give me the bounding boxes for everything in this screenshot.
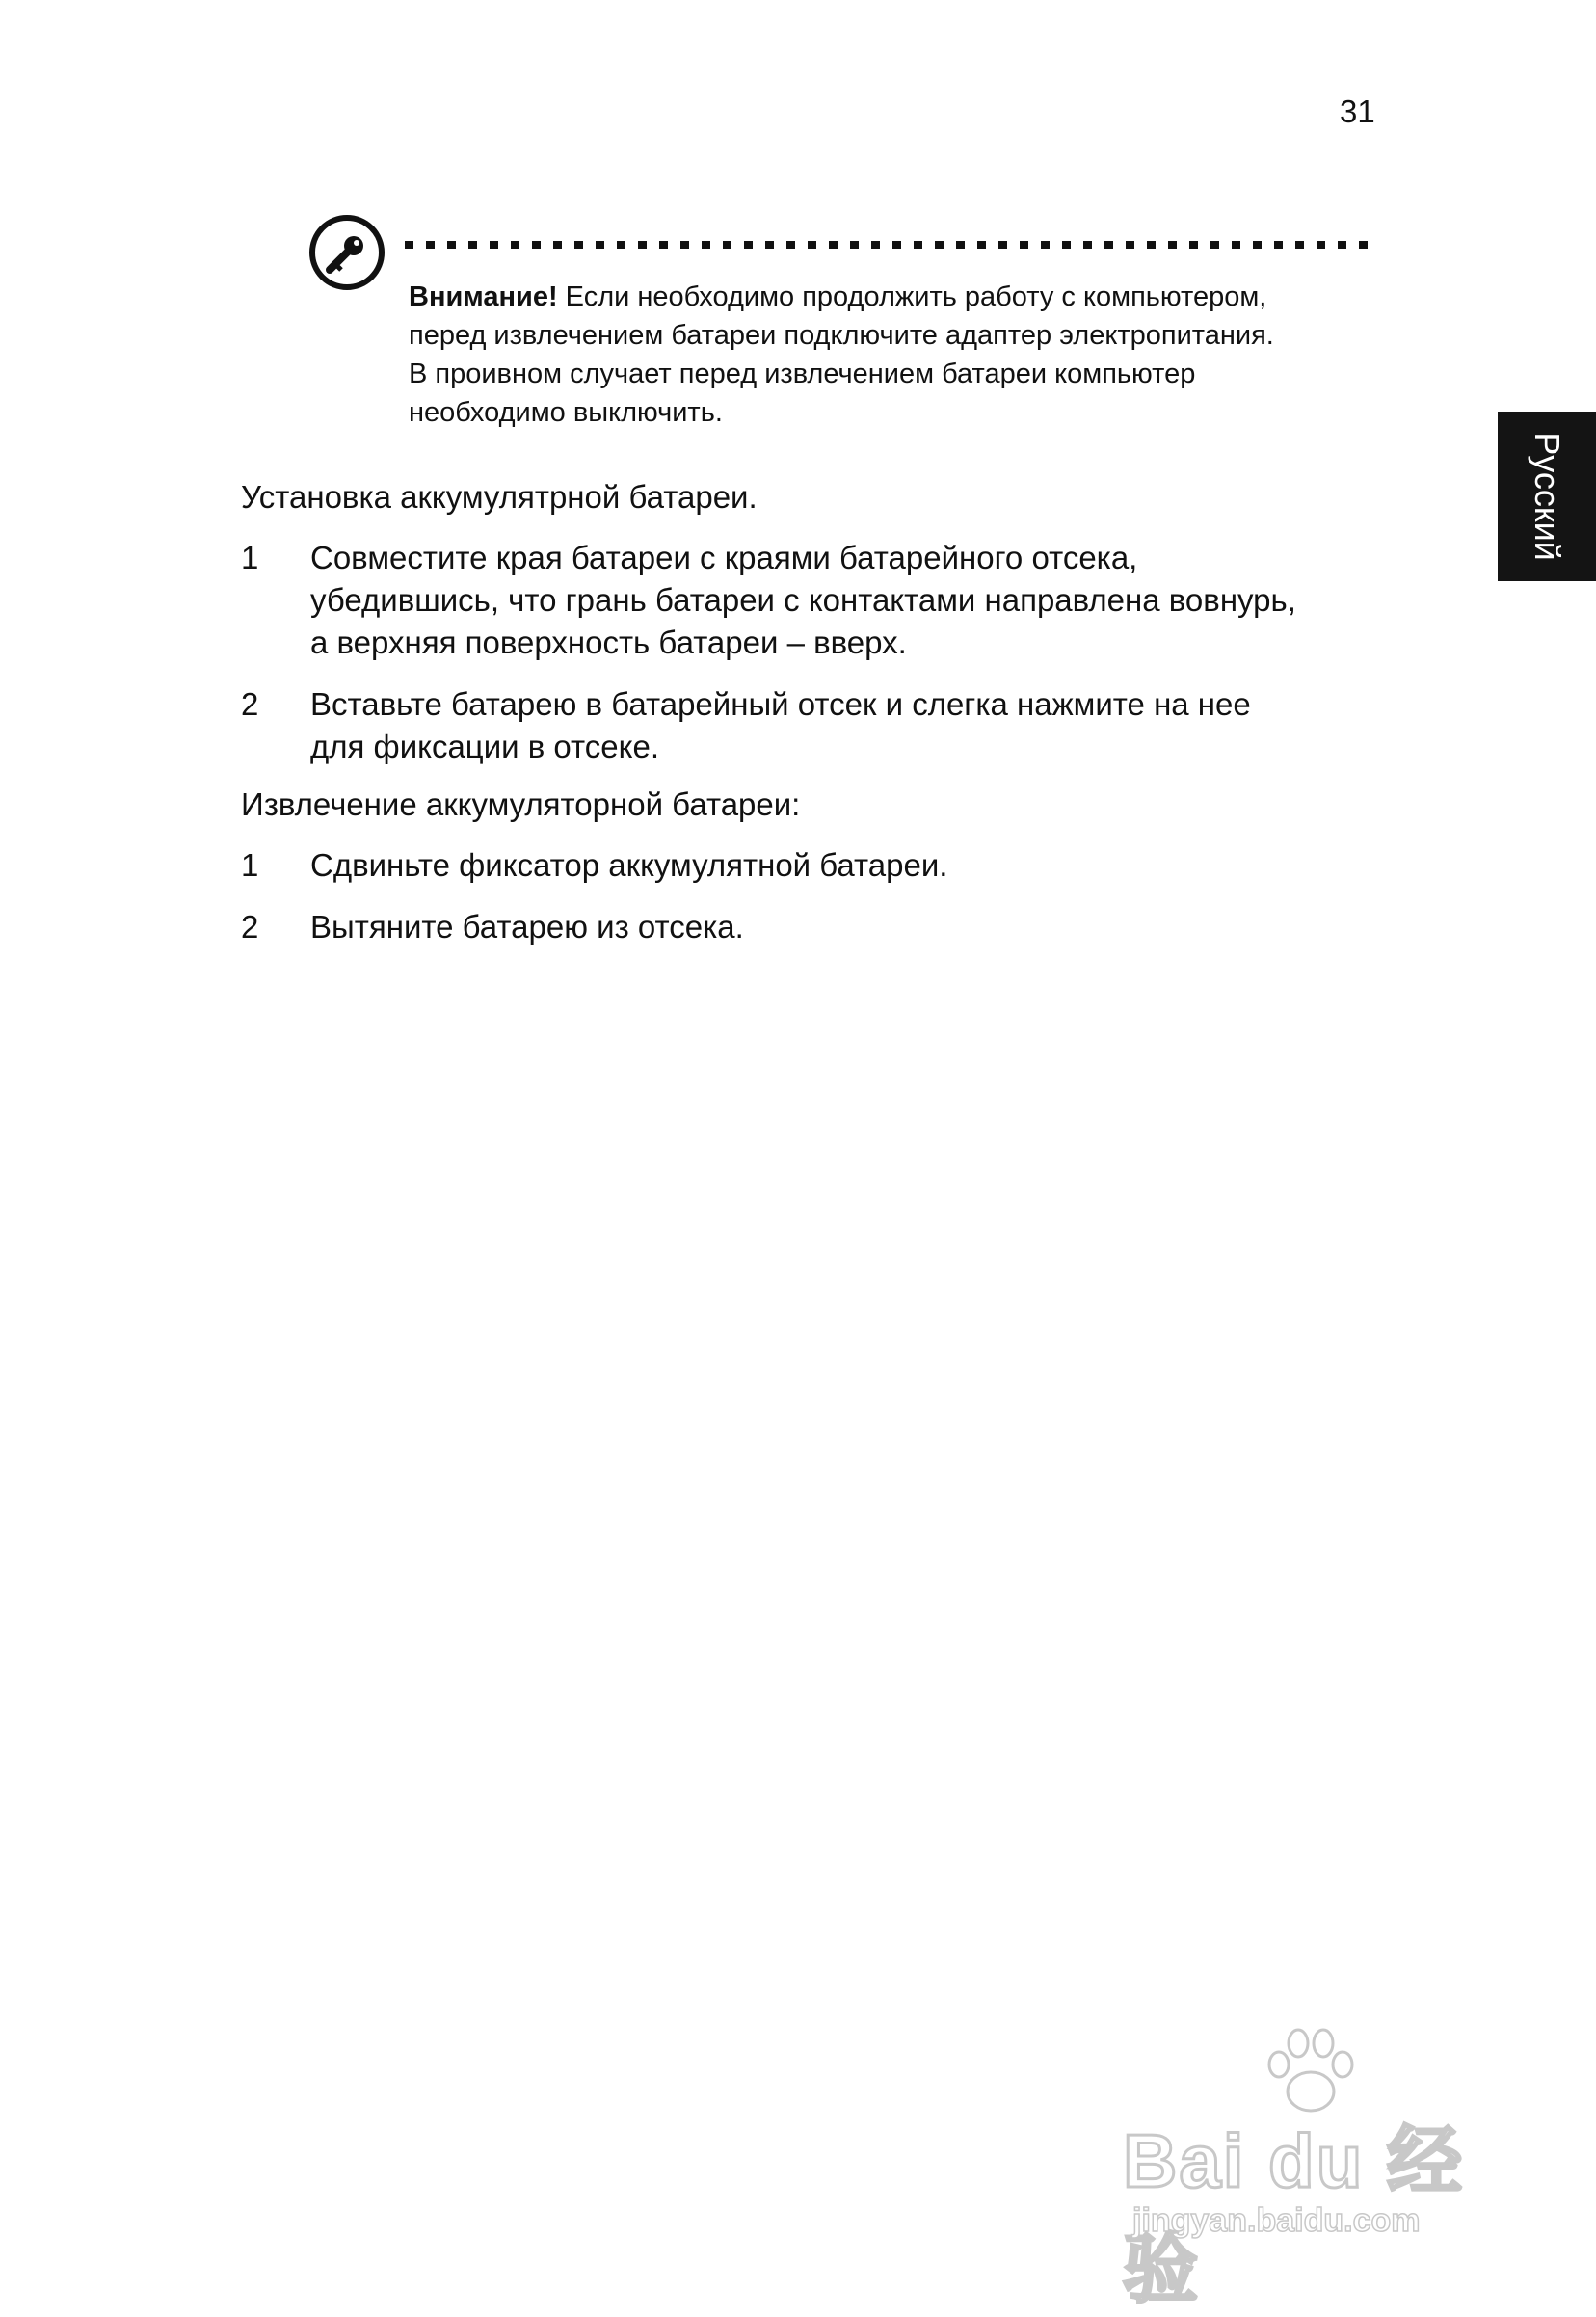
step-line: Сдвиньте фиксатор аккумулятной батареи. [310,847,948,883]
step-line: убедившись, что грань батареи с контактами направлена вовнурь, [310,582,1296,618]
step-text [310,683,1397,768]
step-text [310,844,1397,887]
list-item [241,844,1397,887]
step-number: 2 [241,686,259,722]
step-line: для фиксации в отсеке. [310,729,659,764]
remove-heading: Извлечение аккумуляторной батареи: [241,786,801,822]
warning-text: перед извлечением батареи подключите адаптер электропитания. [409,320,1274,351]
list-item [241,906,1397,948]
key-icon [306,212,387,293]
warning-text: необходимо выключить. [409,397,723,428]
page-number: 31 [1340,93,1375,129]
warning-text: Если необходимо продолжить работу с компьютером, [557,281,1267,312]
watermark-brand: Bai du 经验 [1123,2118,1465,2311]
baidu-watermark [1123,2024,1508,2311]
warning-note [409,278,1392,432]
warning-label: Внимание! [409,281,558,312]
list-item [241,537,1397,664]
step-text [310,906,1397,948]
step-text [310,537,1397,664]
step-line: Совместите края батареи с краями батарейного отсека, [310,540,1138,575]
step-number: 1 [241,540,259,575]
list-item [241,683,1397,768]
warning-text: В проивном случает перед извлечением батареи компьютер [409,359,1196,389]
remove-steps [241,844,1397,948]
language-tab-label: Русский [1528,432,1567,561]
warning-line [409,278,1392,316]
step-number: 1 [241,847,259,883]
step-line: а верхняя поверхность батареи – вверх. [310,625,907,660]
dotted-divider [405,240,1378,250]
step-line: Вытяните батарею из отсека. [310,909,744,945]
install-heading: Установка аккумулятрной батареи. [241,479,758,515]
language-side-tab [1498,412,1596,581]
step-number: 2 [241,909,259,945]
install-steps [241,537,1397,768]
watermark-url: jingyan.baidu.com [1132,2202,1421,2239]
step-line: Вставьте батарею в батарейный отсек и слегка нажмите на нее [310,686,1251,722]
main-content [241,476,1397,968]
